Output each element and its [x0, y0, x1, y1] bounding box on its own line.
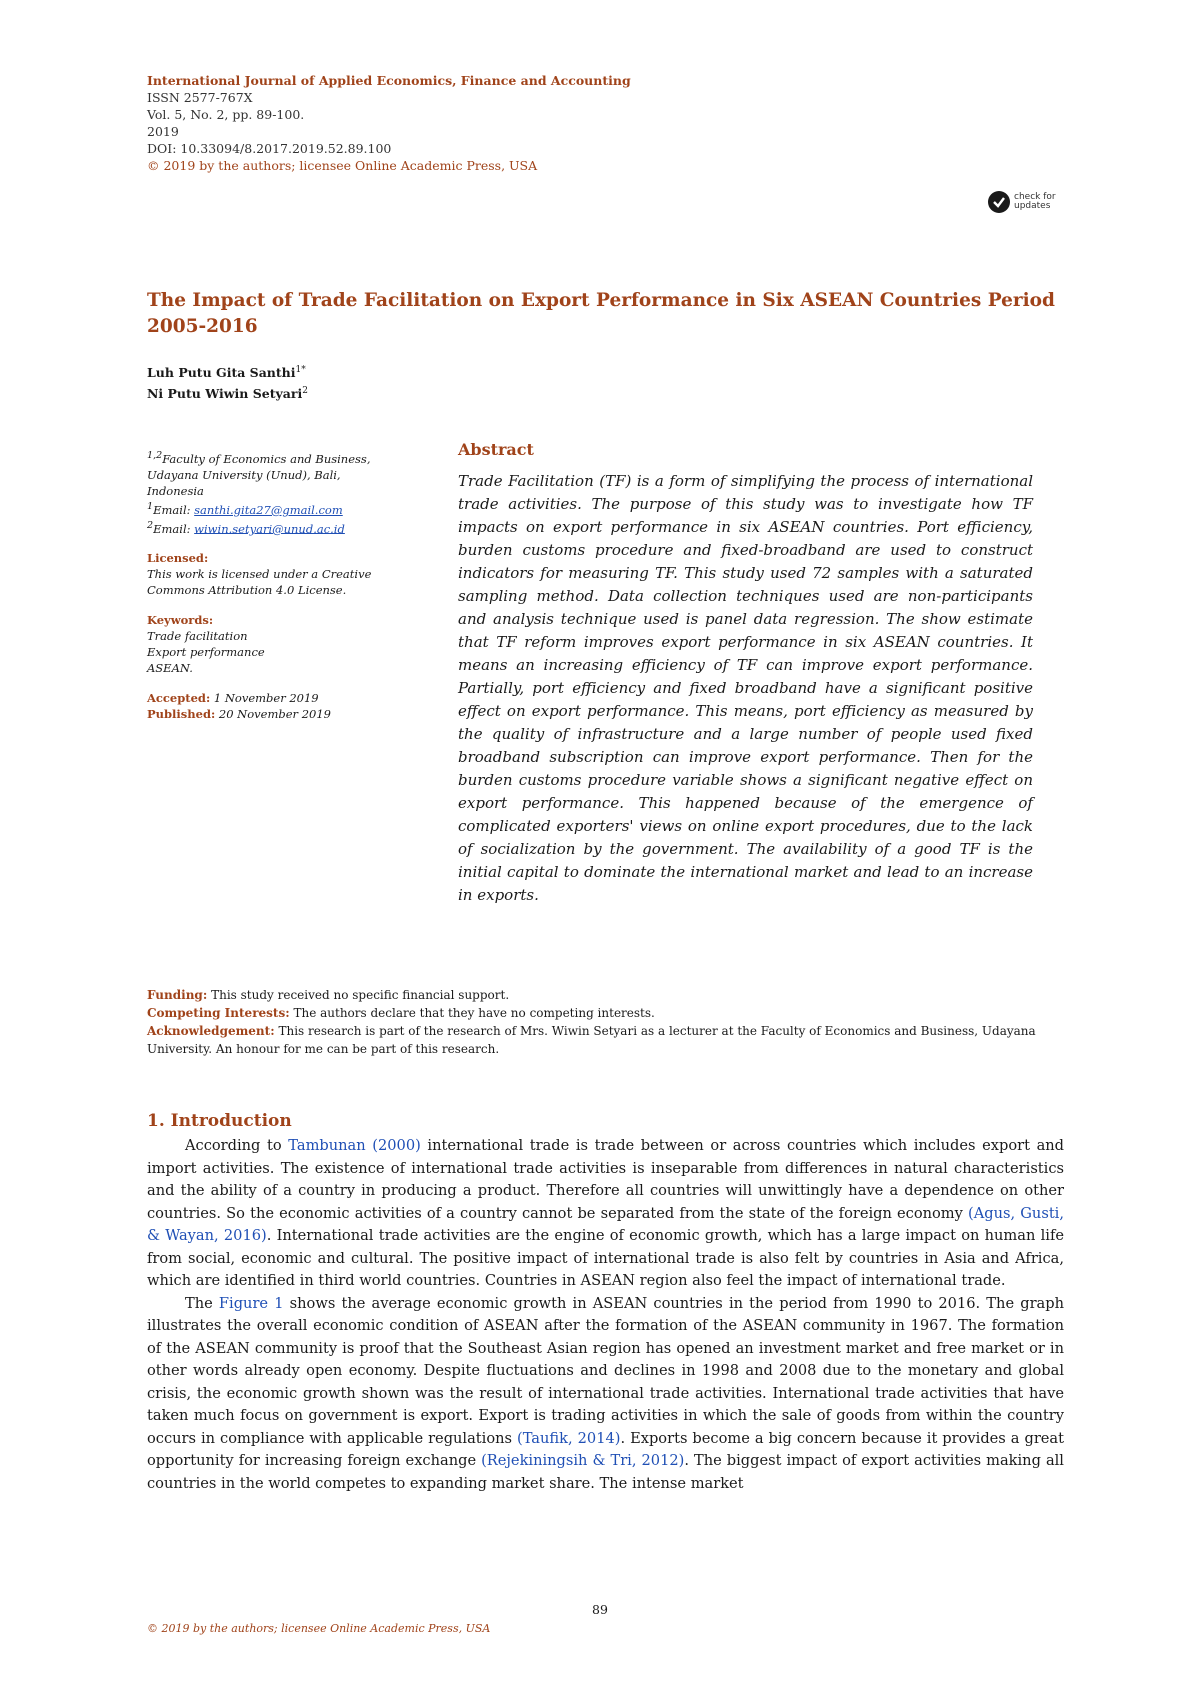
- acknowledgement-note: Acknowledgement: This research is part of the research of Mrs. Wiwin Setyari as a lecturer at the Faculty of Economics and Business, Udayana University. An honour for me can be part of this research.: [147, 1024, 1036, 1056]
- journal-copyright: © 2019 by the authors; licensee Online Academic Press, USA: [147, 158, 538, 173]
- affiliation-block: [147, 448, 392, 536]
- author: Ni Putu Wiwin Setyari$^2$: [147, 386, 308, 402]
- paragraph: The Figure 1 shows the average economic growth in ASEAN countries in the period from 1990 to 2016. The graph illustrates the overall economic condition of ASEAN after the formation of the ASEAN community in 1967. The formation of the ASEAN community is proof that the Southeast Asian region has opened an investment market and free market or in other words already open economy. Despite fluctuations and declines in 1998 and 2008 due to the monetary and global crisis, the economic growth shown was the result of international trade activities. International trade activities that have taken much focus on government is export. Export is trading activities in which the sale of goods from within the country occurs in compliance with applicable regulations (Taufik, 2014). Exports become a big concern because it provides a great opportunity for increasing foreign exchange (Rejekiningsih & Tri, 2012). The biggest impact of export activities making all countries in the world competes to expanding market share. The intense market: [147, 1294, 1064, 1492]
- paper-title: The Impact of Trade Facilitation on Export Performance in Six ASEAN Countries Period 2005-2016: [147, 290, 1055, 337]
- declarations: [147, 986, 1067, 1058]
- abstract-heading: Abstract: [458, 440, 534, 459]
- journal-issn: ISSN 2577-767X: [147, 90, 253, 105]
- journal-doi[interactable]: DOI: 10.33094/8.2017.2019.52.89.100: [147, 141, 392, 156]
- author: Luh Putu Gita Santhi$^{1*}$: [147, 365, 306, 381]
- abstract-section: [458, 440, 1033, 907]
- check-icon: [988, 191, 1010, 213]
- email-line: $^2$Email: wiwin.setyari@unud.ac.id: [147, 519, 345, 536]
- accepted-date: Accepted: 1 November 2019: [147, 691, 319, 706]
- licensed-heading: Licensed:: [147, 551, 209, 566]
- check-badge-text: [1014, 193, 1056, 211]
- figure-link[interactable]: Figure 1: [218, 1294, 284, 1312]
- citation-link[interactable]: Tambunan (2000): [288, 1137, 421, 1154]
- competing-interests-note: Competing Interests: The authors declare that they have no competing interests.: [147, 1006, 655, 1020]
- email-line: $^1$Email: santhi.gita27@gmail.com: [147, 500, 343, 517]
- citation-link[interactable]: (Taufik, 2014): [517, 1429, 621, 1447]
- email-link[interactable]: santhi.gita27@gmail.com: [194, 502, 343, 517]
- journal-name[interactable]: International Journal of Applied Economics, Finance and Accounting: [147, 73, 631, 88]
- license-block: [147, 550, 392, 598]
- dates-block: [147, 690, 392, 722]
- page-footer: © 2019 by the authors; licensee Online Academic Press, USA: [147, 1622, 491, 1635]
- keywords-heading: Keywords:: [147, 613, 214, 628]
- email-link[interactable]: wiwin.setyari@unud.ac.id: [194, 521, 345, 536]
- licensed-text[interactable]: This work is licensed under a Creative Commons Attribution 4.0 License.: [147, 567, 372, 598]
- section-heading: 1. Introduction: [147, 1111, 292, 1131]
- check-badge-line1: check for: [1014, 192, 1056, 202]
- author-list: [147, 361, 308, 403]
- keywords-block: [147, 612, 392, 676]
- page-number: 89: [592, 1602, 608, 1617]
- article-info-sidebar: [147, 448, 392, 736]
- journal-meta: [147, 72, 631, 174]
- abstract-text: Trade Facilitation (TF) is a form of simplifying the process of international trade activities. The purpose of this study was to investigate how TF impacts on export performance in six ASEAN countries. Port efficiency, burden customs procedure and fixed-broadband are used to construct indicators for measuring TF. This study used 72 samples with a saturated sampling method. Data collection techniques used are non-participants and analysis technique used is panel data regression. The show estimate that TF reform improves export performance in six ASEAN countries. It means an increasing efficiency of TF can improve export performance. Partially, port efficiency and fixed broadband have a significant positive effect on export performance. This means, port efficiency as measured by the quality of infrastructure and a large number of people used fixed broadband subscription can improve export performance. Then for the burden customs procedure variable shows a significant negative effect on export performance. This happened because of the emergence of complicated exporters' views on online export procedures, due to the lack of socialization by the government. The availability of a good TF is the initial capital to dominate the international market and lead to an increase in exports.: [458, 472, 1033, 904]
- journal-year: 2019: [147, 124, 179, 139]
- citation-link[interactable]: (Rejekiningsih & Tri, 2012): [481, 1452, 685, 1469]
- introduction-text: [147, 1135, 1064, 1495]
- funding-note: Funding: This study received no specific financial support.: [147, 988, 510, 1002]
- check-for-updates-badge[interactable]: [988, 189, 1060, 215]
- keyword: Trade facilitation: [147, 629, 248, 644]
- keyword: Export performance: [147, 645, 265, 660]
- journal-volume: Vol. 5, No. 2, pp. 89-100.: [147, 107, 305, 122]
- published-date: Published: 20 November 2019: [147, 707, 331, 722]
- check-badge-line2: updates: [1014, 201, 1051, 211]
- affiliation: $^{1,2}$Faculty of Economics and Business, Udayana University (Unud), Bali, Indonesia: [147, 450, 371, 498]
- paragraph: According to Tambunan (2000) international trade is trade between or across countries which includes export and import activities. The existence of international trade activities is inseparable from differences in natural characteristics and the ability of a country in producing a product. Therefore all countries will unwittingly have a dependence on other countries. So the economic activities of a country cannot be separated from the state of the foreign economy (Agus, Gusti, & Wayan, 2016). International trade activities are the engine of economic growth, which has a large impact on human life from social, economic and cultural. The positive impact of international trade is also felt by countries in Asia and Africa, which are identified in third world countries. Countries in ASEAN region also feel the impact of international trade.: [147, 1137, 1065, 1289]
- keyword: ASEAN.: [147, 661, 193, 676]
- citation-link[interactable]: (Agus, Gusti, & Wayan, 2016): [147, 1204, 1064, 1244]
